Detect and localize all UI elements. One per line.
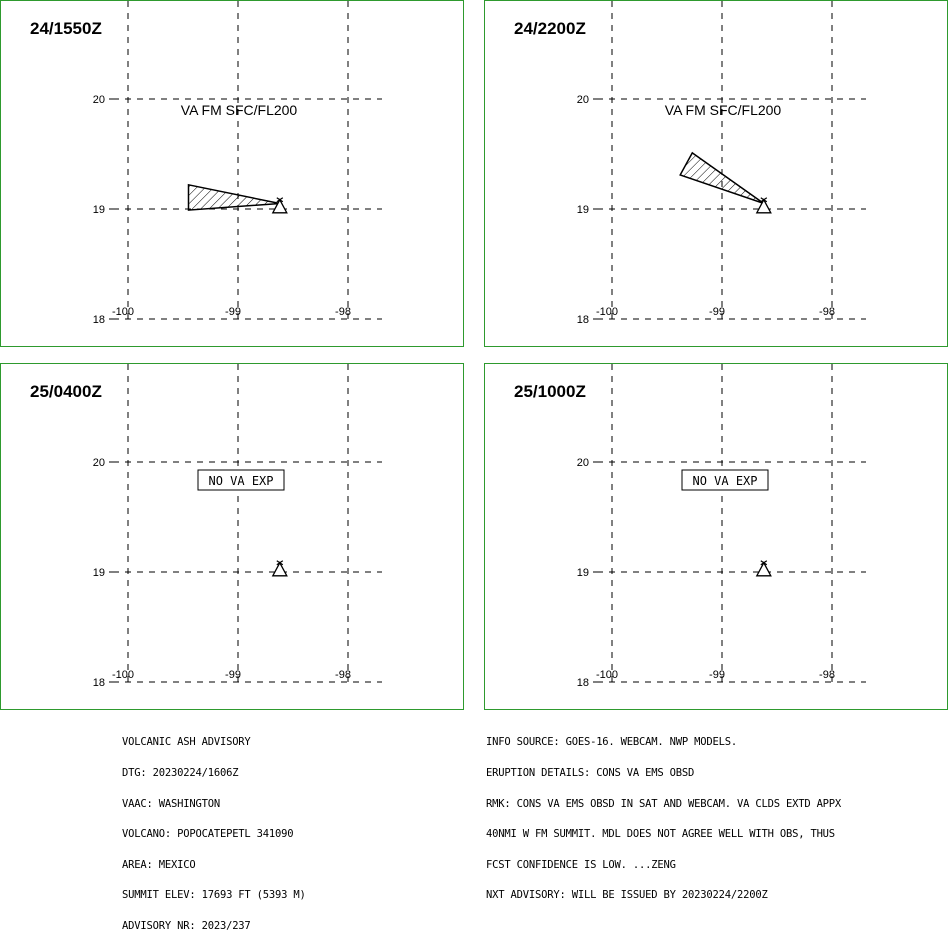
lat-tick-label: 18 bbox=[576, 677, 589, 689]
lat-tick-label: 20 bbox=[92, 94, 105, 106]
lon-tick-label: -98 bbox=[819, 306, 835, 318]
lat-tick-label: 18 bbox=[92, 677, 105, 689]
lat-tick-label: 19 bbox=[92, 204, 105, 216]
advisory-line: VOLCANO: POPOCATEPETL 341090 bbox=[122, 828, 294, 841]
map-panel-2 bbox=[484, 0, 948, 347]
map-panel-1 bbox=[0, 0, 464, 347]
map-canvas bbox=[485, 1, 949, 348]
advisory-line: NXT ADVISORY: WILL BE ISSUED BY 20230224/2200Z bbox=[486, 889, 768, 902]
advisory-line: SUMMIT ELEV: 17693 FT (5393 M) bbox=[122, 889, 306, 902]
no-va-label bbox=[198, 470, 284, 490]
lat-tick-label: 20 bbox=[92, 457, 105, 469]
lat-tick-label: 18 bbox=[92, 314, 105, 326]
lon-tick-label: -99 bbox=[225, 669, 241, 681]
advisory-line: ADVISORY NR: 2023/237 bbox=[122, 919, 251, 932]
map-panel-4 bbox=[484, 363, 948, 710]
panel-time: 24/2200Z bbox=[514, 19, 586, 38]
panel-time: 25/0400Z bbox=[30, 382, 102, 401]
advisory-line: ERUPTION DETAILS: CONS VA EMS OBSD bbox=[486, 767, 695, 779]
map-panel-3 bbox=[0, 363, 464, 710]
lon-tick-label: -100 bbox=[595, 306, 619, 318]
lon-tick-label: -98 bbox=[819, 669, 835, 681]
map-canvas bbox=[485, 364, 949, 711]
lon-tick-label: -99 bbox=[709, 669, 725, 681]
advisory-header-block bbox=[122, 717, 306, 941]
advisory-details-block bbox=[486, 717, 841, 911]
no-va-label bbox=[682, 470, 768, 490]
lat-tick-label: 19 bbox=[576, 204, 589, 216]
lon-tick-label: -98 bbox=[335, 669, 351, 681]
lat-tick-label: 19 bbox=[576, 567, 589, 579]
advisory-line: FCST CONFIDENCE IS LOW. ...ZENG bbox=[486, 858, 676, 871]
panel-time: 24/1550Z bbox=[30, 19, 102, 38]
lon-tick-label: -100 bbox=[595, 669, 619, 681]
ash-cloud-polygon bbox=[189, 185, 280, 210]
no-va-text: NO VA EXP bbox=[692, 474, 758, 488]
advisory-line: RMK: CONS VA EMS OBSD IN SAT AND WEBCAM. VA CLDS EXTD APPX bbox=[486, 797, 842, 810]
advisory-line: VAAC: WASHINGTON bbox=[122, 797, 220, 810]
lon-tick-label: -99 bbox=[225, 306, 241, 318]
advisory-line: DTG: 20230224/1606Z bbox=[122, 767, 239, 779]
lat-tick-label: 19 bbox=[92, 567, 105, 579]
map-canvas bbox=[1, 364, 465, 711]
panel-time: 25/1000Z bbox=[514, 382, 586, 401]
ash-level-label: VA FM SFC/FL200 bbox=[180, 102, 298, 118]
advisory-line: VOLCANIC ASH ADVISORY bbox=[122, 736, 251, 749]
lon-tick-label: -98 bbox=[335, 306, 351, 318]
lat-tick-label: 18 bbox=[576, 314, 589, 326]
no-va-text: NO VA EXP bbox=[208, 474, 274, 488]
ash-level-label: VA FM SFC/FL200 bbox=[664, 102, 782, 118]
advisory-line: 40NMI W FM SUMMIT. MDL DOES NOT AGREE WELL WITH OBS, THUS bbox=[486, 828, 835, 841]
volcano-icon bbox=[273, 198, 287, 213]
volcano-icon bbox=[273, 561, 287, 576]
lon-tick-label: -99 bbox=[709, 306, 725, 318]
lon-tick-label: -100 bbox=[111, 306, 135, 318]
lat-tick-label: 20 bbox=[576, 94, 589, 106]
advisory-line: INFO SOURCE: GOES-16. WEBCAM. NWP MODELS. bbox=[486, 736, 737, 749]
volcano-icon bbox=[757, 561, 771, 576]
advisory-line: AREA: MEXICO bbox=[122, 858, 196, 871]
lat-tick-label: 20 bbox=[576, 457, 589, 469]
lon-tick-label: -100 bbox=[111, 669, 135, 681]
map-canvas bbox=[1, 1, 465, 348]
